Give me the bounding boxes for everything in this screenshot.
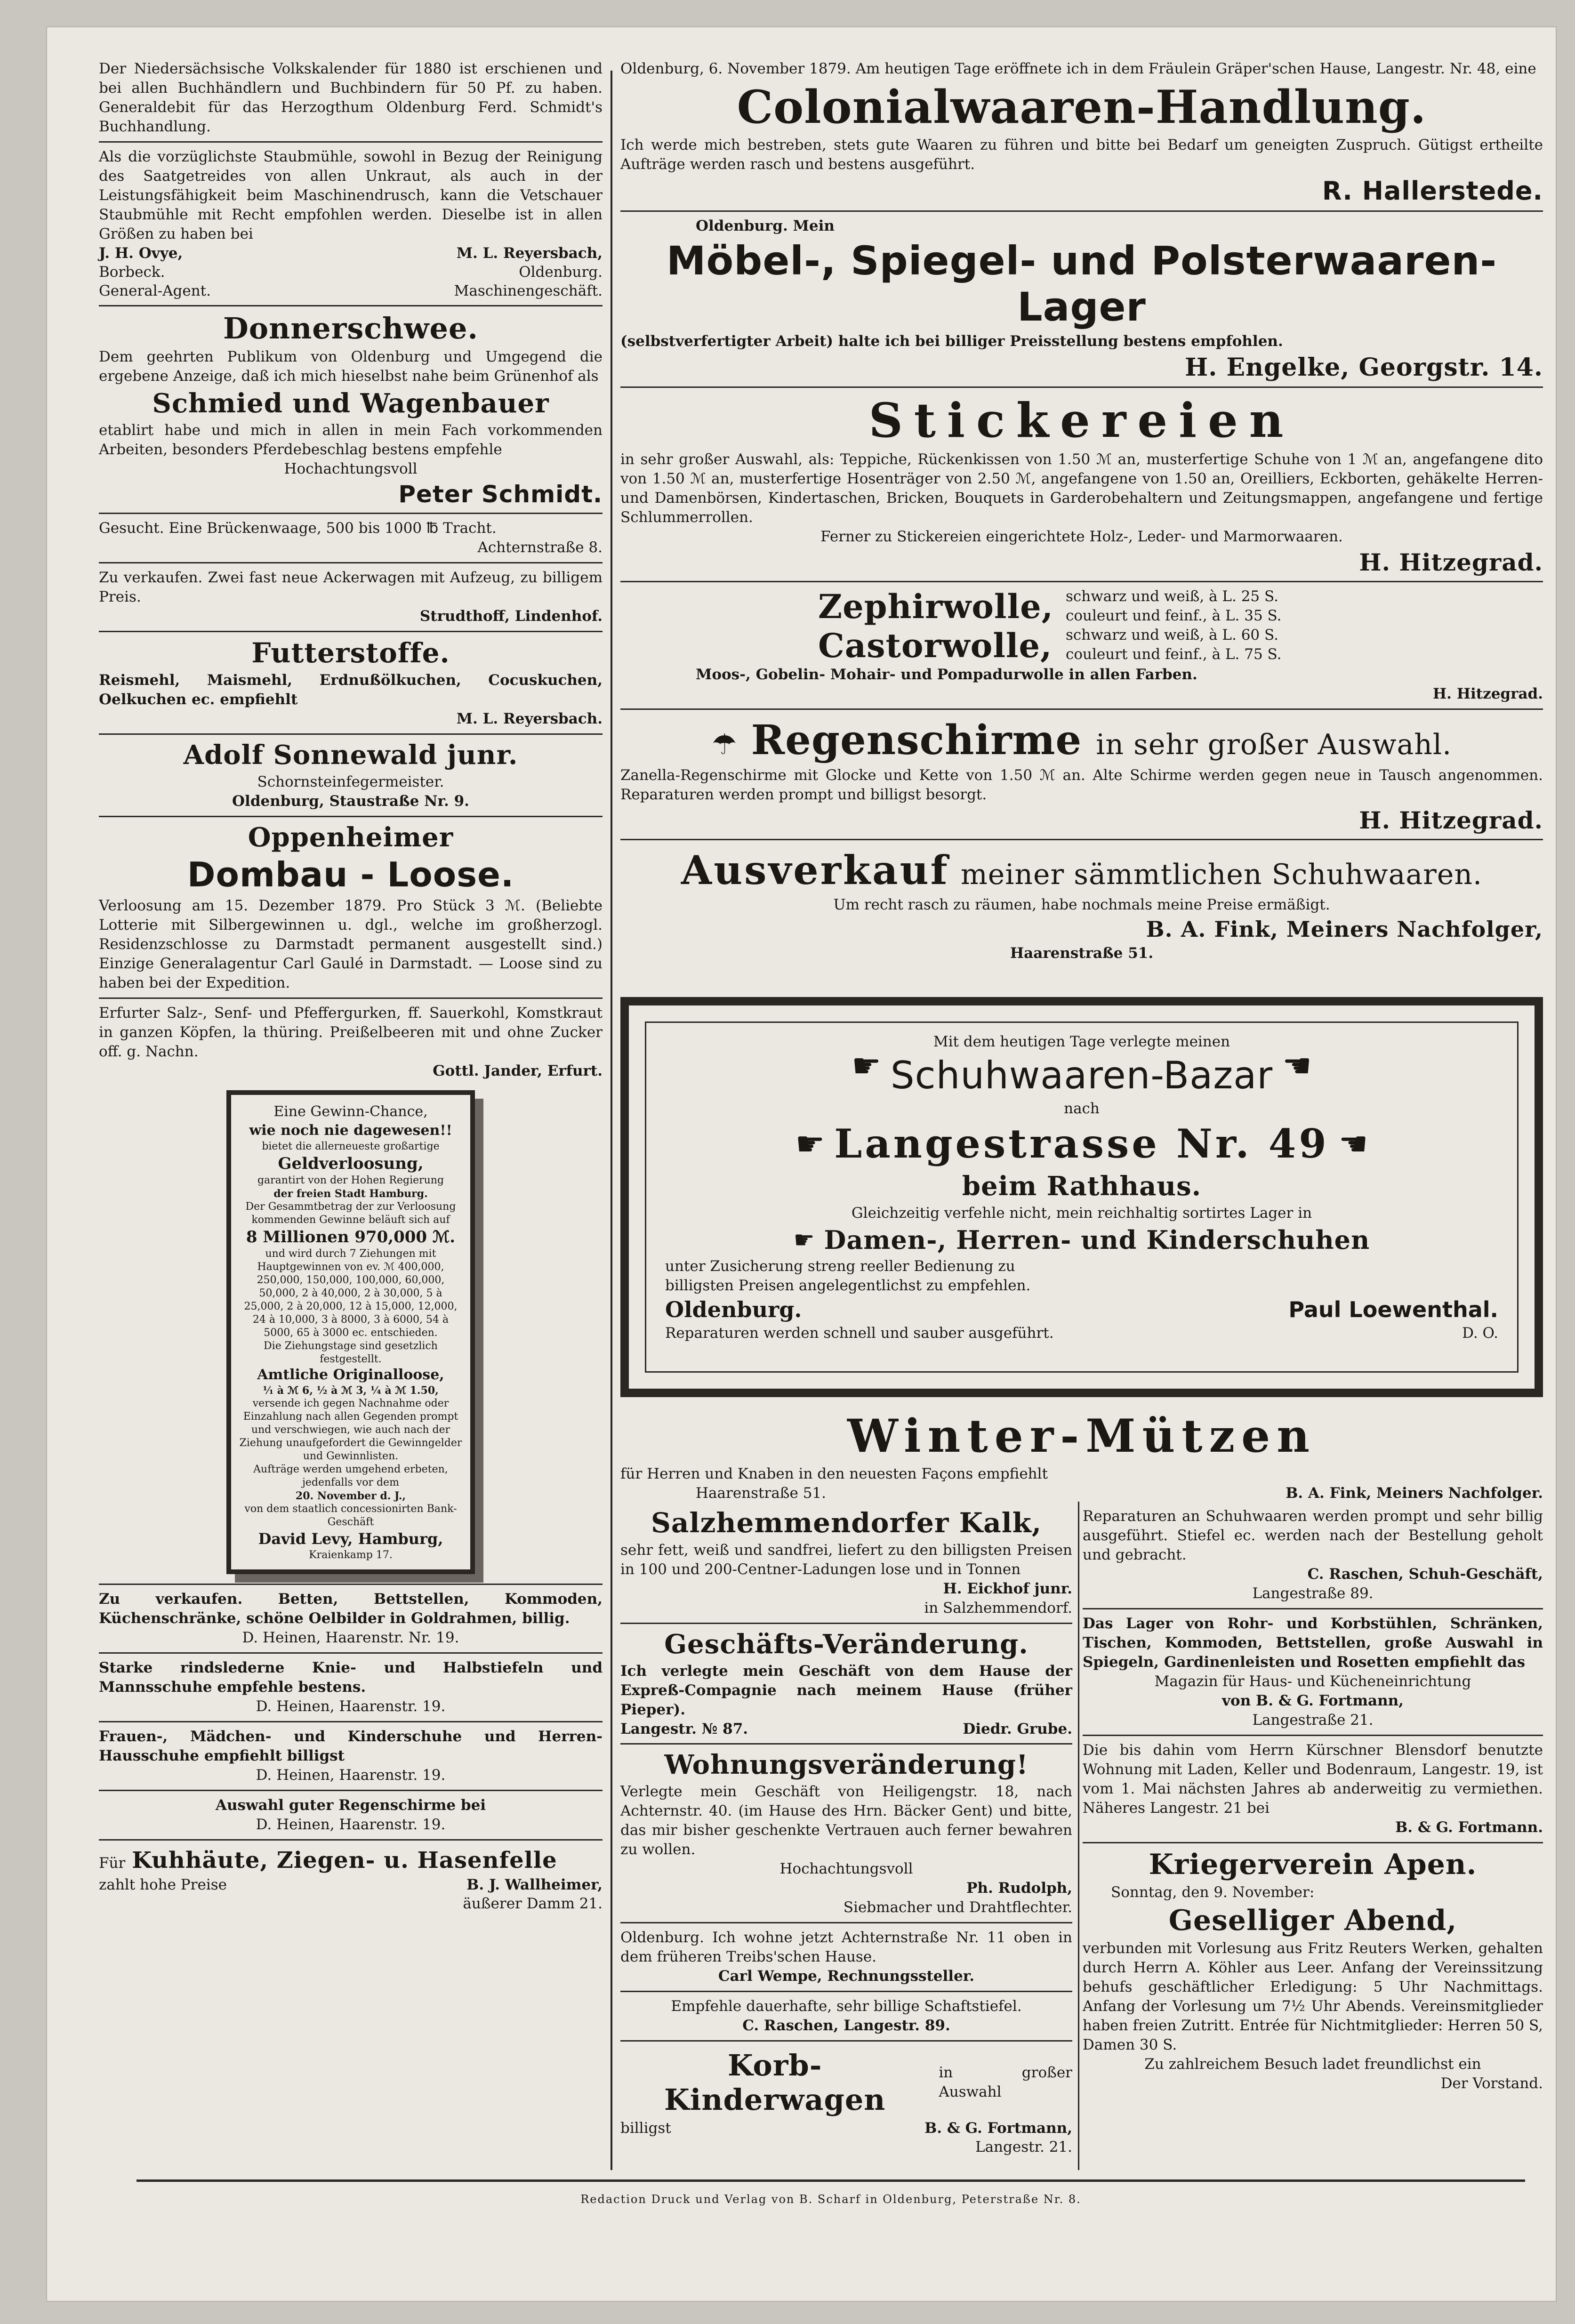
divider — [1083, 1608, 1543, 1609]
right-column — [620, 56, 1543, 966]
ad-moebel: Oldenburg. Mein Möbel-, Spiegel- und Polsterwaaren-Lager (selbstverfertigter Arbeit) halte ich bei billiger Preisstellung bestens empfohlen. H. Engelke, Georgstr. 14. — [620, 217, 1543, 382]
ad-sonnewald: Adolf Sonnewald junr. Schornsteinfegermeister. Oldenburg, Staustraße Nr. 9. — [183, 740, 518, 810]
divider — [99, 141, 603, 143]
divider — [99, 1721, 603, 1722]
divider — [99, 305, 603, 306]
footer-rule — [137, 2179, 1525, 2182]
pointing-hand-left-icon: ☚ — [1338, 1124, 1368, 1163]
right-lower-right-column — [1083, 1504, 1543, 2096]
divider — [99, 513, 603, 514]
imprint-footer: Redaction Druck und Verlag von B. Scharf in Oldenburg, Peterstraße Nr. 8. — [580, 2193, 1081, 2206]
ad-wempe: Oldenburg. Ich wohne jetzt Achternstraße Nr. 11 oben in dem früheren Treibs'schen Hause. Carl Wempe, Rechnungssteller. — [620, 1929, 1072, 1985]
ad-schaftstiefel: Empfehle dauerhafte, sehr billige Schaftstiefel. C. Raschen, Langestr. 89. — [671, 1998, 1022, 2034]
divider — [99, 631, 603, 632]
ad-knie-stiefel: Starke rindslederne Knie- und Halbstiefeln und Mannsschuhe empfehle bestens. D. Heinen, Haarenstr. 19. — [99, 1659, 603, 1715]
ad-kinderschuhe: Frauen-, Mädchen- und Kinderschuhe und Herren-Hausschuhe empfiehlt billigst D. Heinen, Haarenstr. 19. — [99, 1728, 603, 1784]
ad-futterstoffe: Futterstoffe. Reismehl, Maismehl, Erdnußölkuchen, Cocuskuchen, Oelkuchen ec. empfiehlt M. L. Reyersbach. — [99, 637, 603, 727]
ad-wolle: Zephirwolle, Castorwolle, schwarz und weiß, à L. 25 S. couleurt und feinf., à L. 35 S. schwarz und weiß, à L. 60 S. couleurt und feinf., à L. 75 S. Moos-, Gobelin- Mohair- und Pompadurwolle in allen Farben. H. Hitzegrad. — [696, 587, 1543, 702]
ad-stickereien: Stickereien in sehr großer Auswahl, als: Teppiche, Rückenkissen von 1.50 ℳ an, musterfertige Schuhe von 1 ℳ an, angefangene dito von 1.50 ℳ an, musterfertige Hosenträger von 2.50 ℳ, angefangene von 1.50 an, Oreilliers, Eckborten, gehäkelte Herren- und Damenbörsen, Kindertaschen, Bricken, Bouquets in Garderobehaltern und Zeitungsmappen, angefangene und fertige Schlummerrollen. Ferner zu Stickereien eingerichtete Holz-, Leder- und Marmorwaaren. H. Hitzegrad. — [620, 393, 1543, 576]
ad-gesucht: Gesucht. Eine Brückenwaage, 500 bis 1000 ℔ Tracht. Achternstraße 8. — [99, 520, 603, 556]
divider — [620, 386, 1543, 388]
ad-kriegerverein-apen: Kriegerverein Apen. Sonntag, den 9. November: Geselliger Abend, verbunden mit Vorlesung aus Fritz Reuters Werken, gehalten durch Herrn A. Köhler aus Leer. Anfang der Vereinssitzung behufs geschäftlicher Erledigung: 5 Uhr Nachmittags. Anfang der Vorlesung um 7¹⁄₂ Uhr Abends. Vereinsmitglieder haben freien Zutritt. Entrée für Nichtmitglieder: Herren 50 S, Damen 30 S. Zu zahlreichem Besuch ladet freundlichst ein Der Vorstand. — [1083, 1848, 1543, 2092]
ad-donnerschwee: Donnerschwee. Dem geehrten Publikum von Oldenburg und Umgegend die ergebene Anzeige, daß ich mich hieselbst nahe beim Grünenhof als Schmied und Wagenbauer etablirt habe und mich in allen in mein Fach vorkommenden Arbeiten, besonders Pferdebeschlag bestens empfehle Hochachtungsvoll Peter Schmidt. — [99, 311, 603, 508]
ad-geldverloosung: Eine Gewinn-Chance, wie noch nie dagewesen!! bietet die allerneueste großartige Geldverloosung, garantirt von der Hohen Regierung der freien Stadt Hamburg. Der Gesammtbetrag der zur Verloosung kommenden Gewinne beläuft sich auf 8 Millionen 970,000 ℳ. und wird durch 7 Ziehungen mit Hauptgewinnen von ev. ℳ 400,000, 250,000, 150,000, 100,000, 60,000, 50,000, 2 à 40,000, 2 à 30,000, 5 à 25,000, 2 à 20,000, 12 à 15,000, 12,000, 24 à 10,000, 3 à 8000, 3 à 6000, 54 à 5000, 65 à 3000 ec. entschieden. Die Ziehungstage sind gesetzlich festgestellt. Amtliche Originalloose, ¹⁄₁ à ℳ 6, ¹⁄₂ à ℳ 3, ¹⁄₄ à ℳ 1.50, versende ich gegen Nachnahme oder Einzahlung nach allen Gegenden prompt und verschwiegen, wie auch nach der Ziehung unaufgefordert die Gewinngelder und Gewinnlisten. Aufträge werden umgehend erbeten, jedenfalls vor dem 20. November d. J., von dem staatlich concessionirten Bank-Geschäft David Levy, Hamburg, Kraienkamp 17. — [226, 1090, 475, 1574]
divider — [620, 581, 1543, 582]
ad-ausverkauf: Ausverkauf meiner sämmtlichen Schuhwaaren. Um recht rasch zu räumen, habe nochmals meine Preise ermäßigt. B. A. Fink, Meiners Nachfolger, Haarenstraße 51. — [681, 847, 1543, 962]
ad-kuhhaeute: Für Kuhhäute, Ziegen- u. Hasenfelle zahlt hohe Preise B. J. Wallheimer, äußerer Damm 21. — [99, 1847, 603, 1912]
divider — [620, 839, 1543, 840]
pointing-hand-left-icon: ☚ — [1282, 1046, 1312, 1085]
ad-winter-muetzen: Winter-Mützen für Herren und Knaben in den neuesten Façons empfiehlt Haarenstraße 51. B. A. Fink, Meiners Nachfolger. — [620, 1409, 1543, 1502]
pointing-hand-right-icon: ☛ — [795, 1124, 825, 1163]
divider — [99, 816, 603, 817]
divider — [99, 1652, 603, 1654]
divider — [620, 2040, 1072, 2042]
ad-wohnung-laden: Die bis dahin vom Herrn Kürschner Blensdorf benutzte Wohnung mit Laden, Keller und Bodenraum, Langestr. 19, ist vom 1. Mai nächsten Jahres ab anderweitig zu vermiethen. Näheres Langestr. 21 bei B. & G. Fortmann. — [1083, 1742, 1543, 1836]
ad-regenschirme-heinen: Auswahl guter Regenschirme bei D. Heinen, Haarenstr. 19. — [215, 1797, 486, 1833]
divider — [620, 1991, 1072, 1992]
left-column — [99, 56, 603, 1916]
divider — [1083, 1842, 1543, 1843]
ad-salzhemmendorfer-kalk: Salzhemmendorfer Kalk, sehr fett, weiß und sandfrei, liefert zu den billigsten Preisen in 100 und 200-Centner-Ladungen lose und in Tonnen H. Eickhof junr. in Salzhemmendorf. — [620, 1507, 1072, 1616]
divider — [620, 1743, 1072, 1745]
ad-dombau-loose: Oppenheimer Dombau - Loose. Verloosung am 15. Dezember 1879. Pro Stück 3 ℳ. (Beliebte Lotterie mit Silbergewinnen u. dgl., welche im großherzogl. Residenzschlosse zu Darmstadt permanent ausgestellt sind.) Einzige Generalagentur Carl Gaulé in Darmstadt. — Loose sind zu haben bei der Expedition. — [99, 822, 603, 991]
divider — [99, 1584, 603, 1585]
ad-verkaufen-ackerwagen: Zu verkaufen. Zwei fast neue Ackerwagen mit Aufzeug, zu billigem Preis. Strudthoff, Lindenhof. — [99, 569, 603, 625]
ad-betten: Zu verkaufen. Betten, Bettstellen, Kommoden, Küchenschränke, schöne Oelbilder in Goldrahmen, billig. D. Heinen, Haarenstr. Nr. 19. — [99, 1591, 603, 1646]
ad-reparaturen-schuhwaaren: Reparaturen an Schuhwaaren werden prompt und sehr billig ausgeführt. Stiefel ec. werden nach der Bestellung geholt und gebracht. C. Raschen, Schuh-Geschäft, Langestraße 89. — [1083, 1508, 1543, 1602]
ad-rohrstuehle: Das Lager von Rohr- und Korbstühlen, Schränken, Tischen, Kommoden, Bettstellen, große Auswahl in Spiegeln, Gardinenleisten und Rosetten empfiehlt das Magazin für Haus- und Kücheneinrichtung von B. & G. Fortmann, Langestraße 21. — [1083, 1615, 1543, 1729]
ad-geschaefts-veraenderung: Geschäfts-Veränderung. Ich verlegte mein Geschäft von dem Hause der Expreß-Compagnie nach meinem Hause (früher Pieper). Langestr. № 87. Diedr. Grube. — [620, 1629, 1072, 1737]
ad-colonialwaaren: Oldenburg, 6. November 1879. Am heutigen Tage eröffnete ich in dem Fräulein Gräper'schen Hause, Langestr. Nr. 48, eine Colonialwaaren-Handlung. Ich werde mich bestreben, stets gute Waaren zu führen und bitte bei Bedarf um geneigten Zuspruch. Gütigst ertheilte Aufträge werden rasch und bestens ausgeführt. R. Hallerstede. — [620, 60, 1543, 206]
divider — [99, 997, 603, 999]
divider — [620, 1623, 1072, 1624]
pointing-hand-right-icon: ☛ — [852, 1046, 881, 1085]
ad-wohnungsveraenderung: Wohnungsveränderung! Verlegte mein Geschäft von Heiligengstr. 18, nach Achternstr. 40. (im Hause des Hrn. Bäcker Gent) und bitte, das mir bisher geschenkte Vertrauen auch ferner bewahren zu wollen. Hochachtungsvoll Ph. Rudolph, Siebmacher und Drahtflechter. — [620, 1749, 1072, 1916]
ad-korb-kinderwagen: Korb-Kinderwagen in großer Auswahl billigst B. & G. Fortmann, Langestr. 21. — [620, 2048, 1072, 2155]
ad-schuhwaaren-bazar: ☛ Mit dem heutigen Tage verlegte meinen Schuhwaaren-Bazar ☚ nach ☛ Langestrasse Nr. 49 ☚ beim Rathhaus. Gleichzeitig verfehle nicht, mein reichhaltig sortirtes Lager in ☛ Damen-, Herren- und Kinderschuhen unter Zusicherung streng reeller Bedienung zu billigsten Preisen angelegentlichst zu empfehlen. Oldenburg. Paul Loewenthal. Reparaturen werden schnell und sauber ausgeführt. D. O. — [620, 997, 1543, 1397]
divider — [99, 562, 603, 563]
column-rule-lower — [1078, 1502, 1079, 2170]
divider — [620, 210, 1543, 212]
umbrella-icon: ☂ — [711, 728, 737, 761]
ad-staubmuehle: Als die vorzüglichste Staubmühle, sowohl in Bezug der Reinigung des Saatgetreides von allen Unkraut, als auch in der Leistungsfähigkeit beim Maschinendrusch, kann die Vetschauer Staubmühle mit Recht empfohlen werden. Dieselbe ist in allen Größen zu haben bei J. H. Ovye, M. L. Reyersbach, Borbeck. Oldenburg. General-Agent. Maschinengeschäft. — [99, 148, 603, 299]
divider — [99, 733, 603, 735]
column-rule — [611, 71, 612, 2170]
divider — [1083, 1735, 1543, 1736]
right-lower-left-column — [620, 1504, 1072, 2160]
divider — [620, 708, 1543, 710]
divider — [620, 1922, 1072, 1923]
ad-regenschirme: ☂ Regenschirme in sehr großer Auswahl. Zanella-Regenschirme mit Glocke und Kette von 1.50 ℳ an. Alte Schirme werden gegen neue in Tausch angenommen. Reparaturen werden prompt und billigst besorgt. H. Hitzegrad. — [620, 716, 1543, 834]
pointing-hand-right-icon: ☛ — [793, 1226, 815, 1254]
divider — [99, 1790, 603, 1791]
ad-volkskalender: Der Niedersächsische Volkskalender für 1880 ist erschienen und bei allen Buchhändlern und Buchbindern für 50 Pf. zu haben. Generaldebit für das Herzogthum Oldenburg Ferd. Schmidt's Buchhandlung. — [99, 60, 603, 135]
ad-gurken: Erfurter Salz-, Senf- und Pfeffergurken, ff. Sauerkohl, Komstkraut in ganzen Köpfen, la thüring. Preißelbeeren mit und ohne Zucker off. g. Nachn. Gottl. Jander, Erfurt. — [99, 1005, 603, 1079]
divider — [99, 1839, 603, 1841]
